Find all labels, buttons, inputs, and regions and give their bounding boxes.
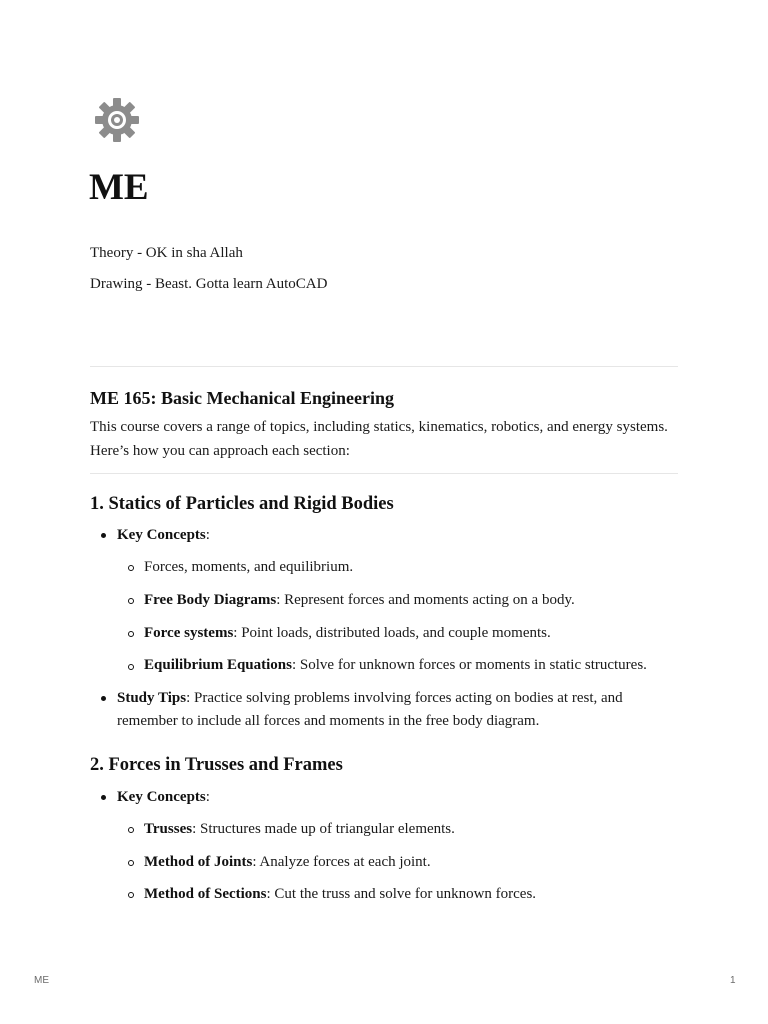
bullet bbox=[128, 598, 134, 604]
gear-icon bbox=[94, 97, 140, 143]
list-item: Forces, moments, and equilibrium. bbox=[144, 559, 354, 575]
course-heading: ME 165: Basic Mechanical Engineering bbox=[90, 388, 394, 408]
divider bbox=[90, 473, 678, 474]
page-number: 1 bbox=[730, 975, 736, 986]
intro-line-drawing: Drawing - Beast. Gotta learn AutoCAD bbox=[90, 276, 328, 292]
list-item: Force systems: Point loads, distributed loads, and couple moments. bbox=[144, 625, 551, 641]
bullet bbox=[101, 533, 106, 538]
bullet bbox=[101, 795, 106, 800]
list-item-study-tips-continued: remember to include all forces and moments in the free body diagram. bbox=[117, 713, 540, 729]
bullet bbox=[101, 696, 106, 701]
intro-line-theory: Theory - OK in sha Allah bbox=[90, 245, 243, 261]
list-item: Method of Joints: Analyze forces at each joint. bbox=[144, 854, 431, 870]
bullet bbox=[128, 827, 134, 833]
page-title: ME bbox=[89, 167, 149, 208]
list-item: Trusses: Structures made up of triangular elements. bbox=[144, 821, 455, 837]
course-description-line1: This course covers a range of topics, including statics, kinematics, robotics, and energy systems. bbox=[90, 419, 668, 435]
bullet bbox=[128, 631, 134, 637]
list-item: Method of Sections: Cut the truss and solve for unknown forces. bbox=[144, 886, 537, 902]
course-description-line2: Here’s how you can approach each section: bbox=[90, 443, 350, 459]
bullet bbox=[128, 664, 134, 670]
list-item: Free Body Diagrams: Represent forces and moments acting on a body. bbox=[144, 592, 575, 608]
bullet bbox=[128, 860, 134, 866]
footer-document-title: ME bbox=[34, 975, 49, 986]
list-item-key-concepts: Key Concepts: bbox=[117, 789, 210, 805]
divider bbox=[90, 366, 678, 367]
list-item: Equilibrium Equations: Solve for unknown forces or moments in static structures. bbox=[144, 657, 647, 673]
section-heading-statics: 1. Statics of Particles and Rigid Bodies bbox=[90, 494, 394, 514]
list-item-study-tips: Study Tips: Practice solving problems involving forces acting on bodies at rest, and bbox=[117, 690, 623, 706]
list-item-key-concepts: Key Concepts: bbox=[117, 527, 210, 543]
section-heading-trusses: 2. Forces in Trusses and Frames bbox=[90, 755, 343, 775]
bullet bbox=[128, 892, 134, 898]
bullet bbox=[128, 565, 134, 571]
